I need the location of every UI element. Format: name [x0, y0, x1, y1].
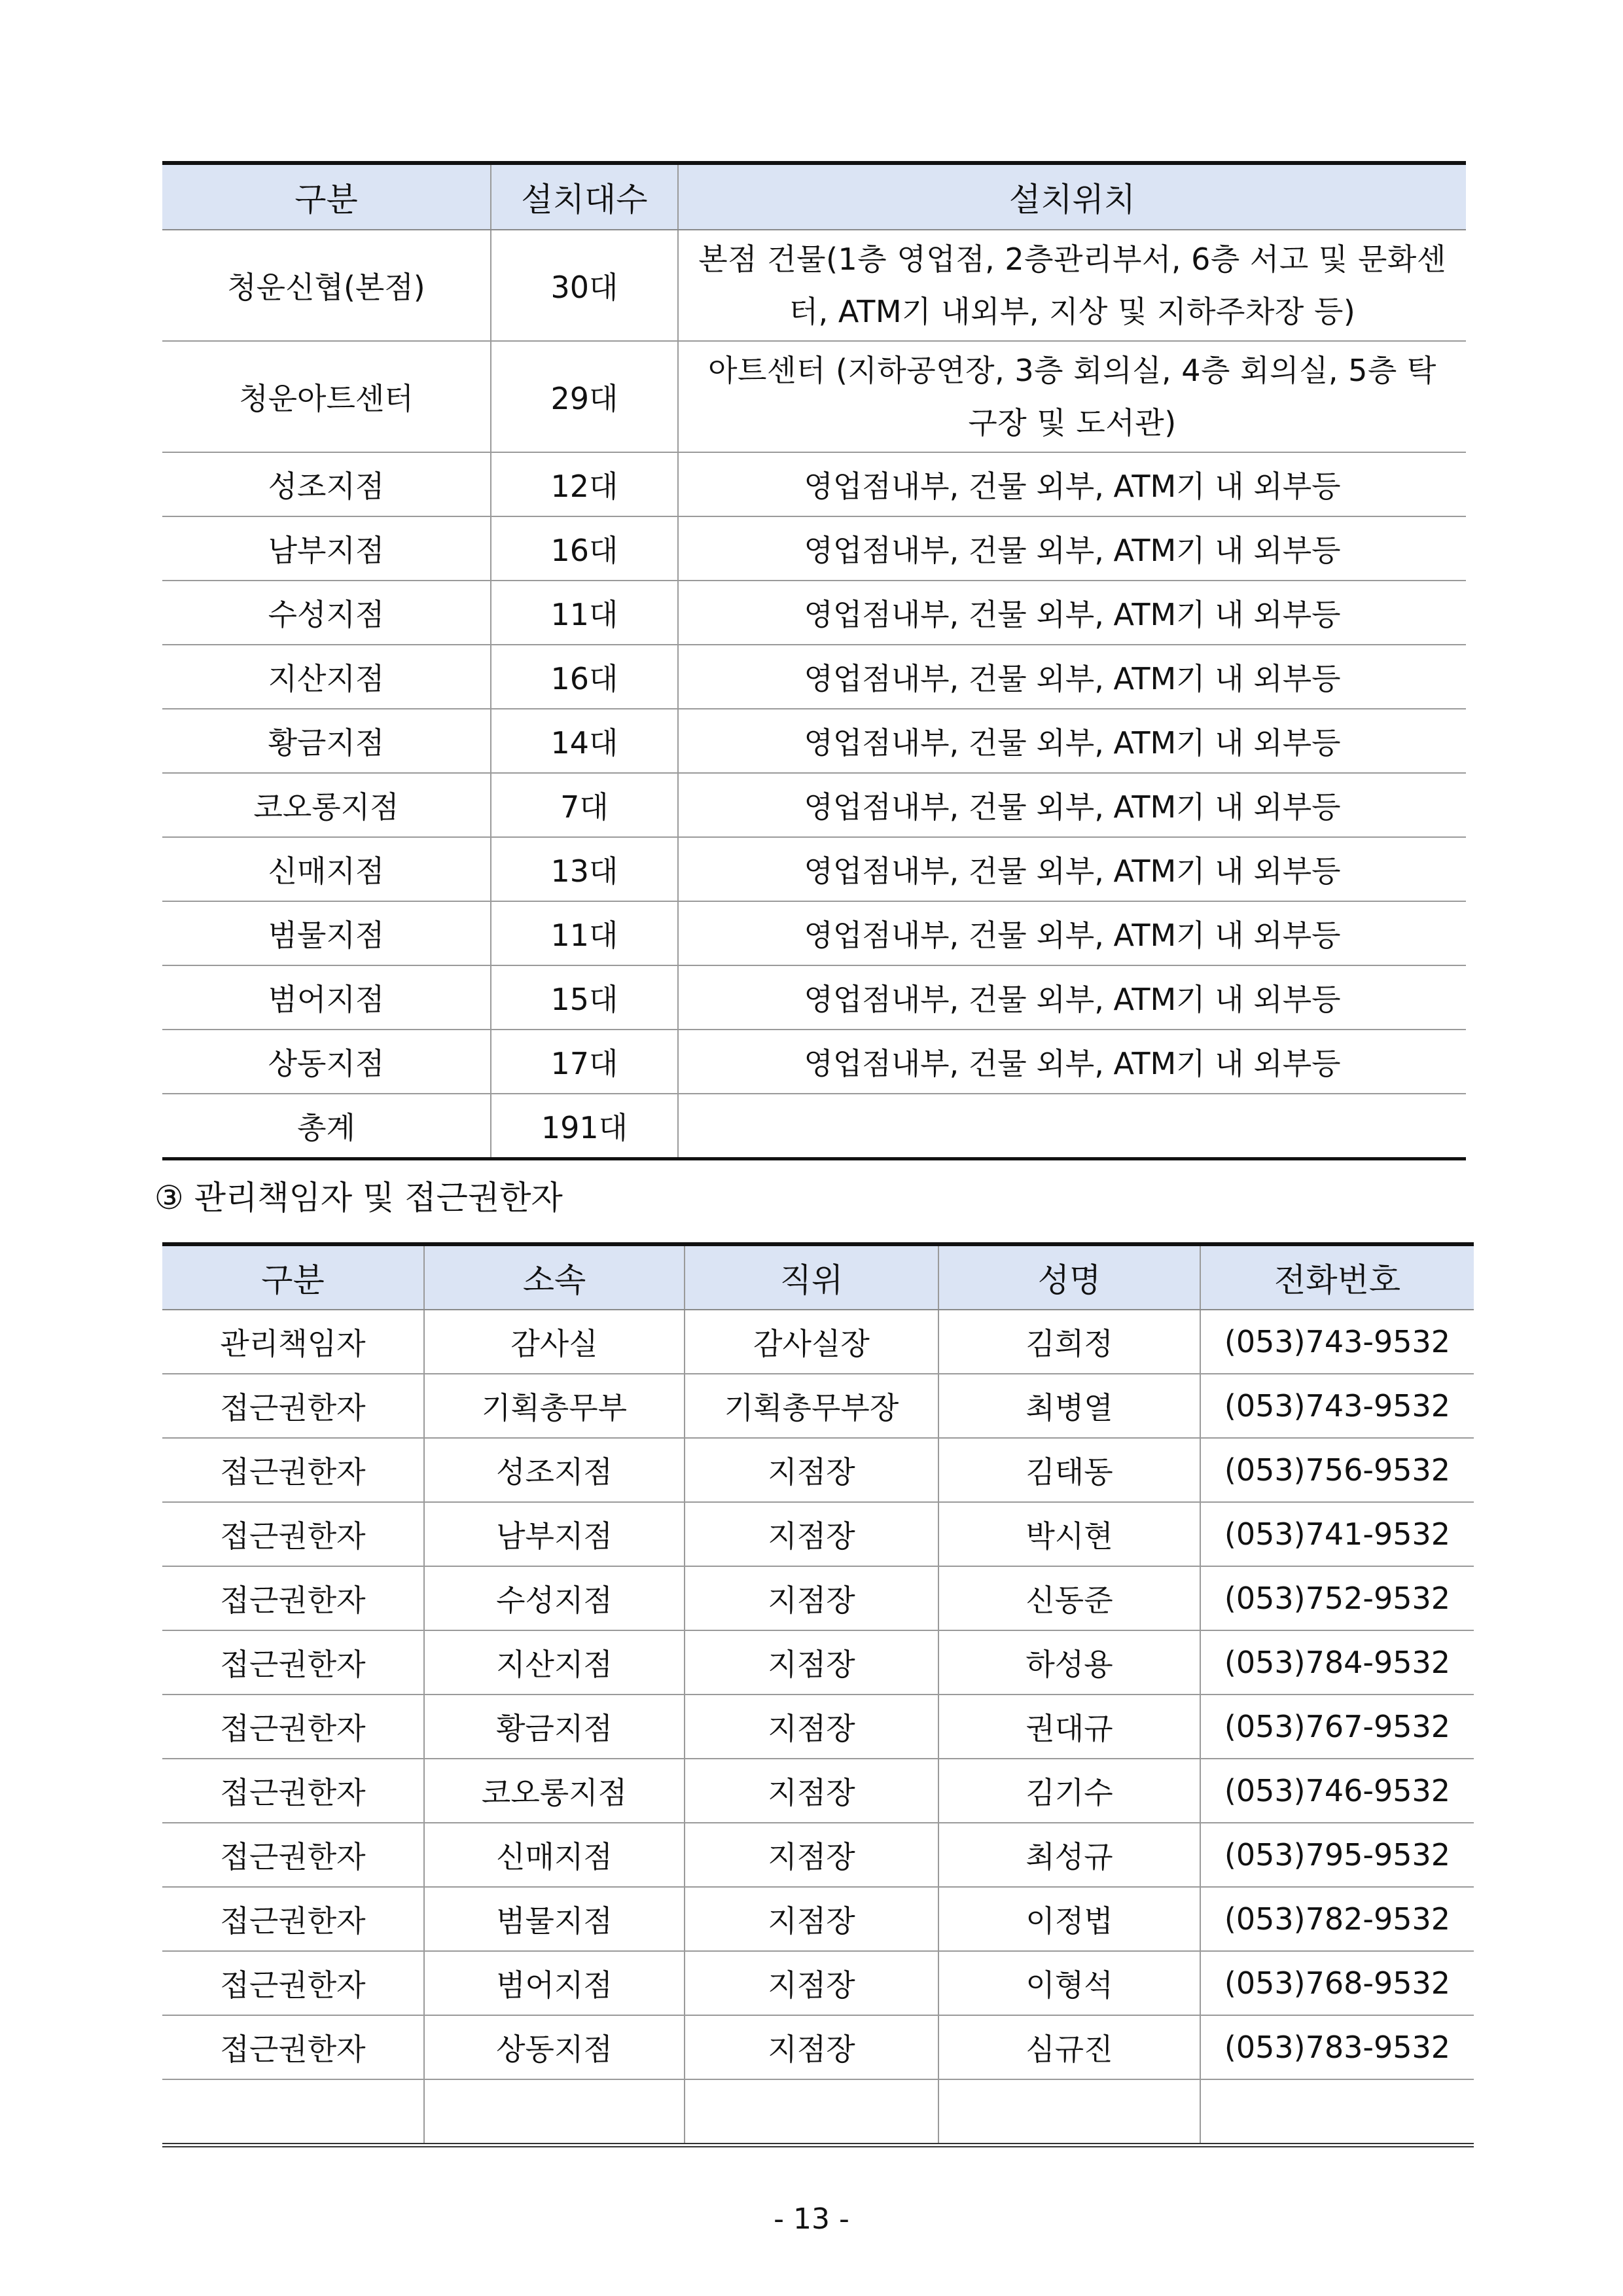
- camera-count: 17대: [491, 1030, 678, 1094]
- phone-number: (053)767-9532: [1200, 1695, 1474, 1759]
- install-location: 영업점내부, 건물 외부, ATM기 내 외부등: [678, 1030, 1466, 1094]
- table-row: [162, 1759, 1474, 1823]
- position: 기획총무부장: [685, 1374, 938, 1438]
- header-category: 구분: [162, 163, 491, 230]
- empty-cell: [162, 2079, 424, 2145]
- role: 접근권한자: [162, 1630, 424, 1695]
- branch-name: 신매지점: [162, 837, 491, 901]
- branch-name: 상동지점: [162, 1030, 491, 1094]
- table-row: [162, 452, 1466, 516]
- phone-number: (053)782-9532: [1200, 1887, 1474, 1951]
- role: 접근권한자: [162, 1566, 424, 1630]
- section-heading: ③ 관리책임자 및 접근권한자: [154, 1179, 563, 1217]
- branch-name: 지산지점: [162, 645, 491, 709]
- department: 성조지점: [424, 1438, 685, 1502]
- table-row: [162, 2015, 1474, 2079]
- phone-number: (053)743-9532: [1200, 1310, 1474, 1374]
- position: 지점장: [685, 2015, 938, 2079]
- position: 지점장: [685, 1759, 938, 1823]
- camera-count: 29대: [491, 341, 678, 452]
- role: 관리책임자: [162, 1310, 424, 1374]
- person-name: 김태동: [938, 1438, 1200, 1502]
- phone-number: (053)743-9532: [1200, 1374, 1474, 1438]
- role: 접근권한자: [162, 1438, 424, 1502]
- branch-name: 청운아트센터: [162, 341, 491, 452]
- camera-count: 16대: [491, 516, 678, 581]
- person-name: 권대규: [938, 1695, 1200, 1759]
- department: 코오롱지점: [424, 1759, 685, 1823]
- branch-name: 성조지점: [162, 452, 491, 516]
- role: 접근권한자: [162, 1502, 424, 1566]
- phone-number: (053)746-9532: [1200, 1759, 1474, 1823]
- install-location: 영업점내부, 건물 외부, ATM기 내 외부등: [678, 645, 1466, 709]
- install-location: 영업점내부, 건물 외부, ATM기 내 외부등: [678, 709, 1466, 773]
- install-location: 영업점내부, 건물 외부, ATM기 내 외부등: [678, 773, 1466, 837]
- branch-name: 코오롱지점: [162, 773, 491, 837]
- header-install-count: 설치대수: [491, 163, 678, 230]
- page-number: - 13 -: [774, 2202, 849, 2236]
- branch-name: 범어지점: [162, 965, 491, 1030]
- table-row: [162, 709, 1466, 773]
- branch-name: 수성지점: [162, 581, 491, 645]
- position: 지점장: [685, 1823, 938, 1887]
- table-row: [162, 341, 1466, 452]
- camera-count: 11대: [491, 581, 678, 645]
- phone-number: (053)768-9532: [1200, 1951, 1474, 2015]
- person-name: 김기수: [938, 1759, 1200, 1823]
- branch-name: 범물지점: [162, 901, 491, 965]
- empty-cell: [1200, 2079, 1474, 2145]
- camera-count: 14대: [491, 709, 678, 773]
- manager-access-table: [162, 1242, 1474, 2147]
- camera-count: 15대: [491, 965, 678, 1030]
- table-row: [162, 901, 1466, 965]
- table-row: [162, 773, 1466, 837]
- table-row: [162, 1310, 1474, 1374]
- table-row: [162, 837, 1466, 901]
- table-row: [162, 1566, 1474, 1630]
- table-row: [162, 1695, 1474, 1759]
- person-name: 최성규: [938, 1823, 1200, 1887]
- role: 접근권한자: [162, 1887, 424, 1951]
- position: 지점장: [685, 1695, 938, 1759]
- role: 접근권한자: [162, 1374, 424, 1438]
- camera-count: 30대: [491, 230, 678, 341]
- header-name: 성명: [938, 1244, 1200, 1310]
- phone-number: (053)741-9532: [1200, 1502, 1474, 1566]
- total-location: [678, 1094, 1466, 1159]
- table-row: [162, 1502, 1474, 1566]
- header-phone: 전화번호: [1200, 1244, 1474, 1310]
- table-row: [162, 1951, 1474, 2015]
- phone-number: (053)795-9532: [1200, 1823, 1474, 1887]
- person-name: 신동준: [938, 1566, 1200, 1630]
- person-name: 하성용: [938, 1630, 1200, 1695]
- branch-name: 황금지점: [162, 709, 491, 773]
- person-name: 이정법: [938, 1887, 1200, 1951]
- table-row: [162, 581, 1466, 645]
- position: 지점장: [685, 1566, 938, 1630]
- empty-cell: [685, 2079, 938, 2145]
- table-row: [162, 645, 1466, 709]
- total-count: 191대: [491, 1094, 678, 1159]
- department: 범물지점: [424, 1887, 685, 1951]
- table-row: [162, 516, 1466, 581]
- camera-count: 7대: [491, 773, 678, 837]
- person-name: 심규진: [938, 2015, 1200, 2079]
- department: 범어지점: [424, 1951, 685, 2015]
- role: 접근권한자: [162, 1823, 424, 1887]
- empty-cell: [938, 2079, 1200, 2145]
- total-label: 총계: [162, 1094, 491, 1159]
- department: 지산지점: [424, 1630, 685, 1695]
- cctv-installation-table: [162, 161, 1466, 1160]
- role: 접근권한자: [162, 2015, 424, 2079]
- position: 지점장: [685, 1630, 938, 1695]
- camera-count: 12대: [491, 452, 678, 516]
- department: 남부지점: [424, 1502, 685, 1566]
- table-row: [162, 1374, 1474, 1438]
- install-location: 영업점내부, 건물 외부, ATM기 내 외부등: [678, 516, 1466, 581]
- person-name: 김희정: [938, 1310, 1200, 1374]
- total-row: [162, 1094, 1466, 1159]
- department: 기획총무부: [424, 1374, 685, 1438]
- phone-number: (053)752-9532: [1200, 1566, 1474, 1630]
- position: 지점장: [685, 1502, 938, 1566]
- role: 접근권한자: [162, 1951, 424, 2015]
- install-location: 영업점내부, 건물 외부, ATM기 내 외부등: [678, 965, 1466, 1030]
- table-header-row: [162, 163, 1466, 230]
- header-install-location: 설치위치: [678, 163, 1466, 230]
- position: 지점장: [685, 1887, 938, 1951]
- position: 지점장: [685, 1438, 938, 1502]
- install-location: 본점 건물(1층 영업점, 2층관리부서, 6층 서고 및 문화센터, ATM기 내외부, 지상 및 지하주차장 등): [678, 230, 1466, 341]
- table-row: [162, 965, 1466, 1030]
- empty-cell: [424, 2079, 685, 2145]
- install-location: 영업점내부, 건물 외부, ATM기 내 외부등: [678, 581, 1466, 645]
- phone-number: (053)784-9532: [1200, 1630, 1474, 1695]
- table-header-row: [162, 1244, 1474, 1310]
- camera-count: 16대: [491, 645, 678, 709]
- table-row: [162, 1823, 1474, 1887]
- position: 지점장: [685, 1951, 938, 2015]
- phone-number: (053)756-9532: [1200, 1438, 1474, 1502]
- department: 상동지점: [424, 2015, 685, 2079]
- install-location: 아트센터 (지하공연장, 3층 회의실, 4층 회의실, 5층 탁구장 및 도서관): [678, 341, 1466, 452]
- empty-row: [162, 2079, 1474, 2145]
- table-row: [162, 1887, 1474, 1951]
- table-row: [162, 1630, 1474, 1695]
- branch-name: 남부지점: [162, 516, 491, 581]
- install-location: 영업점내부, 건물 외부, ATM기 내 외부등: [678, 901, 1466, 965]
- role: 접근권한자: [162, 1759, 424, 1823]
- header-category: 구분: [162, 1244, 424, 1310]
- department: 신매지점: [424, 1823, 685, 1887]
- table-row: [162, 230, 1466, 341]
- table-row: [162, 1438, 1474, 1502]
- person-name: 박시현: [938, 1502, 1200, 1566]
- install-location: 영업점내부, 건물 외부, ATM기 내 외부등: [678, 837, 1466, 901]
- department: 황금지점: [424, 1695, 685, 1759]
- install-location: 영업점내부, 건물 외부, ATM기 내 외부등: [678, 452, 1466, 516]
- person-name: 이형석: [938, 1951, 1200, 2015]
- table-row: [162, 1030, 1466, 1094]
- camera-count: 13대: [491, 837, 678, 901]
- header-position: 직위: [685, 1244, 938, 1310]
- phone-number: (053)783-9532: [1200, 2015, 1474, 2079]
- department: 수성지점: [424, 1566, 685, 1630]
- role: 접근권한자: [162, 1695, 424, 1759]
- person-name: 최병열: [938, 1374, 1200, 1438]
- header-department: 소속: [424, 1244, 685, 1310]
- position: 감사실장: [685, 1310, 938, 1374]
- camera-count: 11대: [491, 901, 678, 965]
- branch-name: 청운신협(본점): [162, 230, 491, 341]
- department: 감사실: [424, 1310, 685, 1374]
